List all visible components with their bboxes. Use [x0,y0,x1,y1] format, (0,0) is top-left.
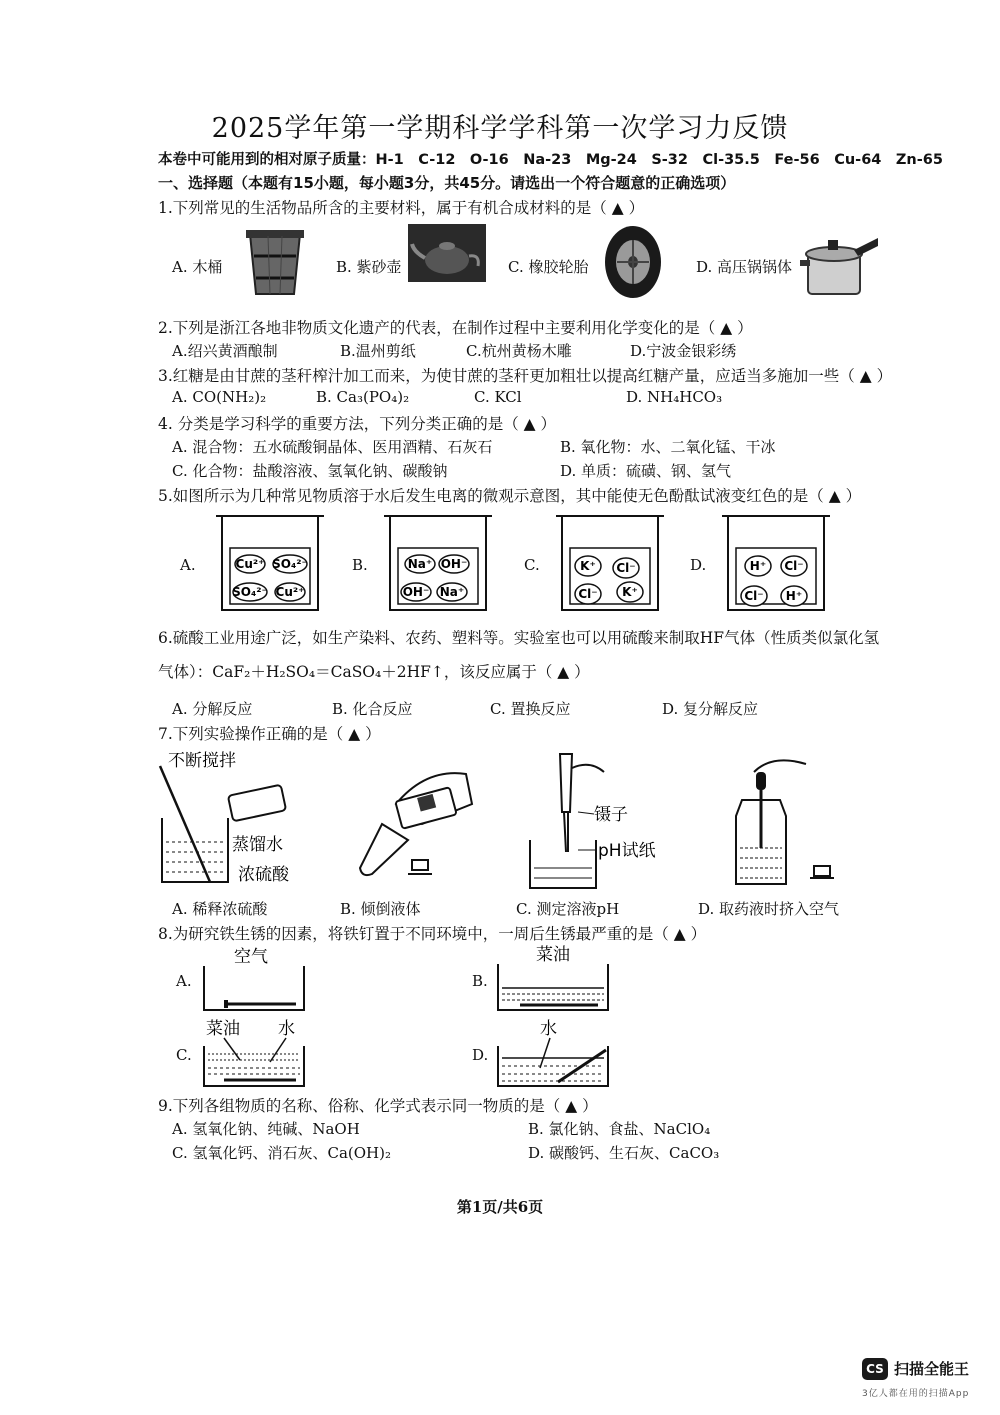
q5b-ion-3-label: OH⁻ [402,585,430,599]
wooden-bucket-image [240,226,310,298]
q9-option-d: D. 碳酸钙、生石灰、CaCO₃ [528,1144,720,1162]
q7-stem: 7.下列实验操作正确的是（ ▲ ） [158,725,381,743]
atomic-mass-line: 本卷中可能用到的相对原子质量：H-1 C-12 O-16 Na-23 Mg-24 S-32 Cl-35.5 Fe-56 Cu-64 Zn-65 [158,152,943,168]
q8-stem: 8.为研究铁生锈的因素，将铁钉置于不同环境中，一周后生锈最严重的是（ ▲ ） [158,925,707,943]
q4-option-d: D. 单质：硫磺、钢、氢气 [560,462,732,480]
q5d-ion-3-label: Cl⁻ [744,589,764,603]
q1-stem: 1.下列常见的生活物品所含的主要材料，属于有机合成材料的是（ ▲ ） [158,199,645,217]
q5-label-d: D. [690,556,707,574]
q5a-ion-1-label: Cu²⁺ [235,557,265,571]
q7-option-b: B. 倾倒液体 [340,900,421,918]
q7-label-tweezers: 镊子 [594,805,628,825]
q8-figure-c [200,1016,310,1090]
q9-stem: 9.下列各组物质的名称、俗称、化学式表示同一物质的是（ ▲ ） [158,1097,598,1115]
q5-beaker-b [382,510,494,616]
q4-option-a: A. 混合物：五水硫酸铜晶体、医用酒精、石灰石 [172,438,493,456]
q3-option-b: B. Ca₃(PO₄)₂ [316,388,410,406]
q6-option-b: B. 化合反应 [332,700,413,718]
q9-option-b: B. 氯化钠、食盐、NaClO₄ [528,1120,711,1138]
q2-stem: 2.下列是浙江各地非物质文化遗产的代表，在制作过程中主要利用化学变化的是（ ▲ ） [158,319,753,337]
q1-option-c: C. 橡胶轮胎 [508,258,589,276]
q4-option-b: B. 氧化物：水、二氧化锰、干冰 [560,438,776,456]
q3-stem: 3.红糖是由甘蔗的茎秆榨汁加工而来，为使甘蔗的茎秆更加粗壮以提高红糖产量，应适当多施加一些（ ▲ ） [158,367,893,385]
q5d-ion-2-label: Cl⁻ [784,559,804,573]
q7-option-c: C. 测定溶液pH [516,900,620,918]
q7-option-d: D. 取药液时挤入空气 [698,900,840,918]
q5c-ion-3-label: Cl⁻ [578,587,598,601]
q5b-ion-4-label: Na⁺ [439,585,465,599]
q8-figure-b [494,944,614,1014]
q7-label-conc-acid: 浓硫酸 [238,865,289,885]
q7-label-water: 蒸馏水 [232,835,283,855]
q5-label-c: C. [524,556,540,574]
q5-beaker-c [554,510,666,616]
q8-figure-d [494,1016,614,1090]
section-heading: 一、选择题（本题有15小题，每小题3分，共45分。请选出一个符合题意的正确选项） [158,174,736,192]
q5-label-b: B. [352,556,368,574]
q7-figure-b-pour-liquid [336,764,486,884]
q2-option-d: D.宁波金银彩绣 [630,342,737,360]
rubber-tire-image [602,224,664,300]
q8-option-b: B. [472,972,488,990]
camscanner-tagline: 3亿人都在用的扫描App [862,1389,970,1399]
page-number: 第1页/共6页 [456,1198,544,1216]
page-title: 2025学年第一学期科学学科第一次学习力反馈 [211,113,789,144]
q3-option-c: C. KCl [474,388,522,406]
q5b-ion-1-label: Na⁺ [407,557,433,571]
pressure-cooker-image [798,230,880,300]
q8-label-oil-b: 菜油 [536,945,570,965]
q6-option-d: D. 复分解反应 [662,700,759,718]
camscanner-logo-icon: CS [862,1358,888,1380]
q7-figure-c-ph-test [520,752,670,894]
q8-label-water-d: 水 [540,1019,557,1039]
q5-beaker-d [720,510,832,616]
q1-option-d: D. 高压锅锅体 [696,258,793,276]
q5b-ion-2-label: OH⁻ [440,557,468,571]
q8-label-water-c: 水 [278,1019,295,1039]
q8-label-air: 空气 [234,947,268,967]
q7-figure-a-dilute-acid [158,746,308,888]
q5d-ion-1-label: H⁺ [749,559,767,573]
q6-equation: 气体）：CaF₂＋H₂SO₄＝CaSO₄＋2HF↑，该反应属于（ ▲ ） [158,663,590,681]
q2-option-c: C.杭州黄杨木雕 [466,342,572,360]
q5a-ion-4-label: Cu²⁺ [275,585,305,599]
q5-label-a: A. [180,556,196,574]
q1-option-a: A. 木桶 [172,258,223,276]
q5-stem: 5.如图所示为几种常见物质溶于水后发生电离的微观示意图，其中能使无色酚酞试液变红色的是（ ▲ ） [158,487,862,505]
q8-label-oil-c: 菜油 [206,1019,240,1039]
q7-option-a: A. 稀释浓硫酸 [172,900,268,918]
q6-stem: 6.硫酸工业用途广泛，如生产染料、农药、塑料等。实验室也可以用硫酸来制取HF气体（性质类似氯化氢 [158,629,880,647]
q7-figure-d-dropper [722,752,842,892]
q4-stem: 4. 分类是学习科学的重要方法，下列分类正确的是（ ▲ ） [158,415,556,433]
q2-option-b: B.温州剪纸 [340,342,416,360]
q7-label-stir: 不断搅拌 [168,751,236,771]
q1-option-b: B. 紫砂壶 [336,258,402,276]
q5c-ion-4-label: K⁺ [622,585,638,599]
q5d-ion-4-label: H⁺ [785,589,803,603]
q6-option-c: C. 置换反应 [490,700,571,718]
camscanner-brand: 扫描全能王 [894,1360,970,1378]
q5a-ion-2-label: SO₄²⁻ [272,557,308,571]
q8-option-c: C. [176,1046,192,1064]
q5a-ion-3-label: SO₄²⁻ [232,585,268,599]
q3-option-d: D. NH₄HCO₃ [626,388,723,406]
q3-option-a: A. CO(NH₂)₂ [172,388,267,406]
q5-beaker-a [214,510,326,616]
q5c-ion-2-label: Cl⁻ [616,561,636,575]
q6-option-a: A. 分解反应 [172,700,253,718]
q8-figure-a [200,944,310,1014]
q2-option-a: A.绍兴黄酒酿制 [172,342,278,360]
q5c-ion-1-label: K⁺ [580,559,596,573]
q9-option-a: A. 氢氧化钠、纯碱、NaOH [172,1120,360,1138]
q7-label-ph-paper: pH试纸 [598,841,656,861]
clay-teapot-image [408,224,486,282]
q9-option-c: C. 氢氧化钙、消石灰、Ca(OH)₂ [172,1144,391,1162]
q8-option-a: A. [176,972,192,990]
q4-option-c: C. 化合物：盐酸溶液、氢氧化钠、碳酸钠 [172,462,448,480]
q8-option-d: D. [472,1046,489,1064]
